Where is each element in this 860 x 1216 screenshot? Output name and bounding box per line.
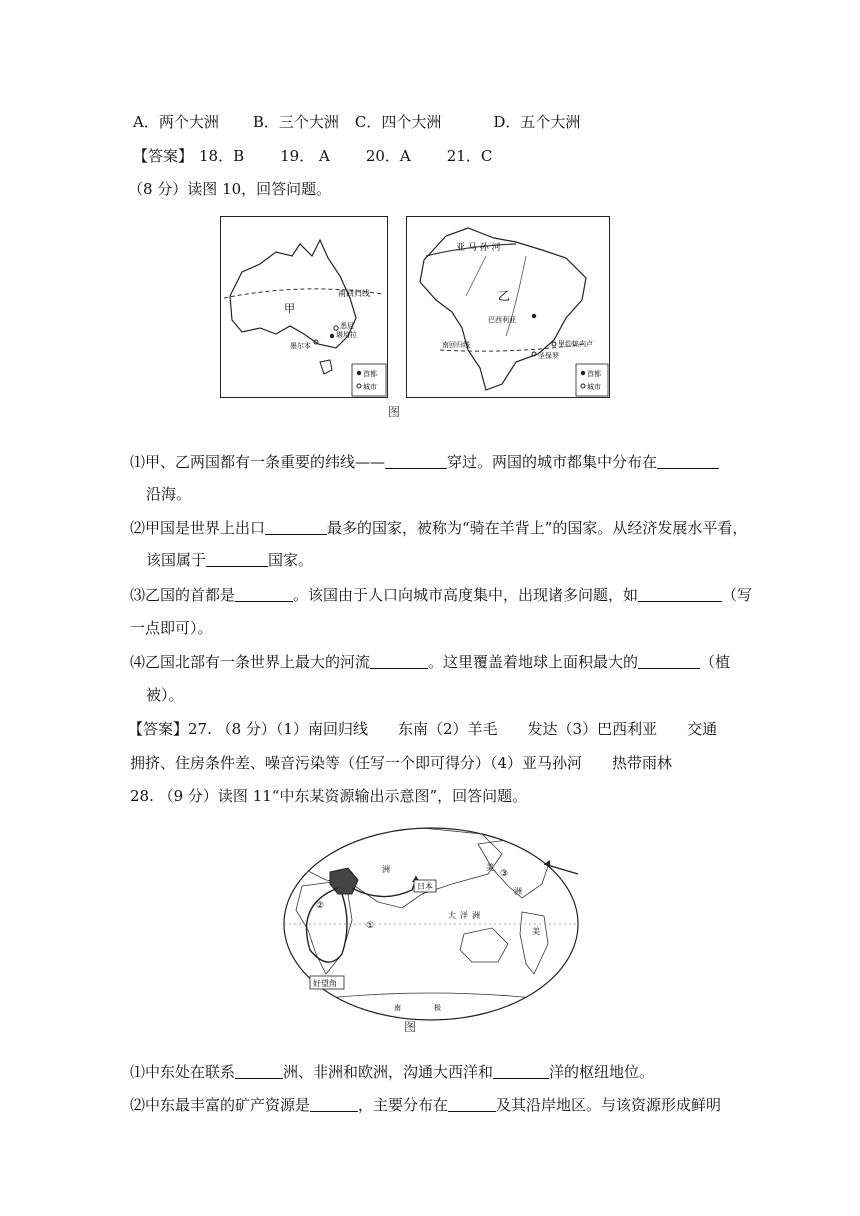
blank-27-1b[interactable] (657, 453, 719, 469)
blank-28-2a[interactable] (310, 1096, 358, 1112)
q27-s1: ⑴甲、乙两国都有一条重要的纬线—— 穿过。两国的城市都集中分布在 (130, 452, 719, 472)
city-rio: 里约热内卢 (558, 340, 593, 348)
answer-27-line1: 【答案】27. （8 分）（1）南回归线 东南（2）羊毛 发达（3）巴西利亚 交通 (128, 720, 718, 738)
q27-s3-cont: 一点即可）。 (130, 619, 213, 637)
q27-s3: ⑶乙国的首都是 。该国由于人口向城市高度集中，出现诸多问题，如 （写 (130, 586, 753, 604)
legend-capital-right: 首都 (587, 370, 601, 378)
city-sao-paulo: 圣保罗 (538, 352, 559, 360)
legend-capital-left: 首都 (363, 370, 377, 378)
q27-intro: （8 分）读图 10，回答问题。 (128, 180, 332, 198)
q27-s4-cont: 被）。 (146, 686, 184, 704)
label-asia: 洲 (382, 865, 390, 874)
label-antarctica-b: 极 (434, 1004, 441, 1012)
marker-2: ② (316, 901, 325, 911)
figure-caption-10: 图 (388, 405, 401, 419)
q27-s1-cont: 沿海。 (146, 485, 192, 503)
tropic-label-right: 南回归线 (442, 341, 470, 349)
marker-3: ③ (500, 869, 509, 879)
q28-s2: ⑵中东最丰富的矿产资源是 ，主要分布在 及其沿岸地区。与该资源形成鲜明 (130, 1096, 722, 1114)
blank-28-2b[interactable] (448, 1096, 496, 1112)
legend-right (576, 364, 608, 396)
label-america-a: 美 (486, 863, 494, 872)
australia-map (220, 216, 388, 398)
answer-label: 【答案】 (133, 147, 194, 165)
q27-s2: ⑵甲国是世界上出口 最多的国家，被称为“骑在羊背上”的国家。从经济发展水平看， (130, 519, 748, 537)
answer-20: 20．A (365, 147, 411, 165)
city-canberra: 堪培拉 (336, 331, 357, 339)
q27-s2-cont: 该国属于 国家。 (146, 551, 314, 569)
city-sydney: 悉尼 (340, 322, 354, 330)
q28-s1: ⑴中东处在联系 洲、非洲和欧洲，沟通大西洋和 洋的枢纽地位。 (130, 1063, 655, 1081)
answer-21: 21．C (446, 147, 493, 165)
world-map (282, 824, 580, 1024)
tropic-label-left: 南回归线 (338, 289, 370, 298)
marker-1: ① (366, 921, 375, 931)
blank-27-3b[interactable] (638, 586, 722, 602)
legend-left (352, 364, 386, 396)
blank-27-4a[interactable] (370, 653, 428, 669)
answer-18-21 (133, 146, 492, 166)
blank-28-1b[interactable] (493, 1063, 549, 1079)
label-ocean-b: 洋 (460, 911, 468, 920)
q17-options (133, 112, 580, 132)
blank-27-3a[interactable] (235, 586, 293, 602)
label-ocean-c: 洲 (472, 911, 480, 920)
label-cape: 好望角 (313, 979, 337, 988)
blank-28-1a[interactable] (235, 1063, 283, 1079)
label-japan: 日本 (417, 882, 433, 891)
blank-27-4b[interactable] (638, 653, 700, 669)
answer-18: 18．B (199, 147, 245, 165)
answer-27-line2: 拥挤、住房条件差、噪音污染等（任写一个即可得分）（4）亚马孙河 热带雨林 (130, 754, 673, 772)
answer-19: 19． A (280, 147, 330, 165)
city-melbourne: 墨尔本 (290, 342, 311, 350)
option-a: A．两个大洲 (133, 113, 219, 131)
option-b: B．三个大洲 (252, 113, 339, 131)
label-ocean-a: 大 (448, 911, 456, 920)
legend-city-right: 城市 (587, 383, 601, 391)
q28-intro: 28. （9 分）读图 11“中东某资源输出示意图”，回答问题。 (130, 787, 528, 805)
label-america-c: 洲 (514, 887, 522, 896)
brazil-map (406, 216, 610, 398)
blank-27-1a[interactable] (385, 453, 447, 469)
option-d: D．五个大洲 (493, 113, 581, 131)
option-c: C．四个大洲 (354, 113, 442, 131)
country-label-yi: 乙 (498, 289, 511, 303)
q27-s4: ⑷乙国北部有一条世界上最大的河流 。这里覆盖着地球上面积最大的 （植 (130, 653, 731, 671)
amazon-label: 亚 马 孙 河 (456, 243, 501, 253)
figure-caption-11: 图 (404, 1020, 417, 1034)
blank-27-2b[interactable] (206, 551, 268, 567)
label-america-b: 美 (532, 927, 540, 936)
capital-brasilia: 巴西利亚 (488, 316, 516, 324)
legend-city-left: 城市 (363, 383, 377, 391)
label-antarctica-a: 南 (394, 1004, 401, 1012)
country-label-jia: 甲 (284, 302, 295, 315)
blank-27-2a[interactable] (265, 519, 327, 535)
